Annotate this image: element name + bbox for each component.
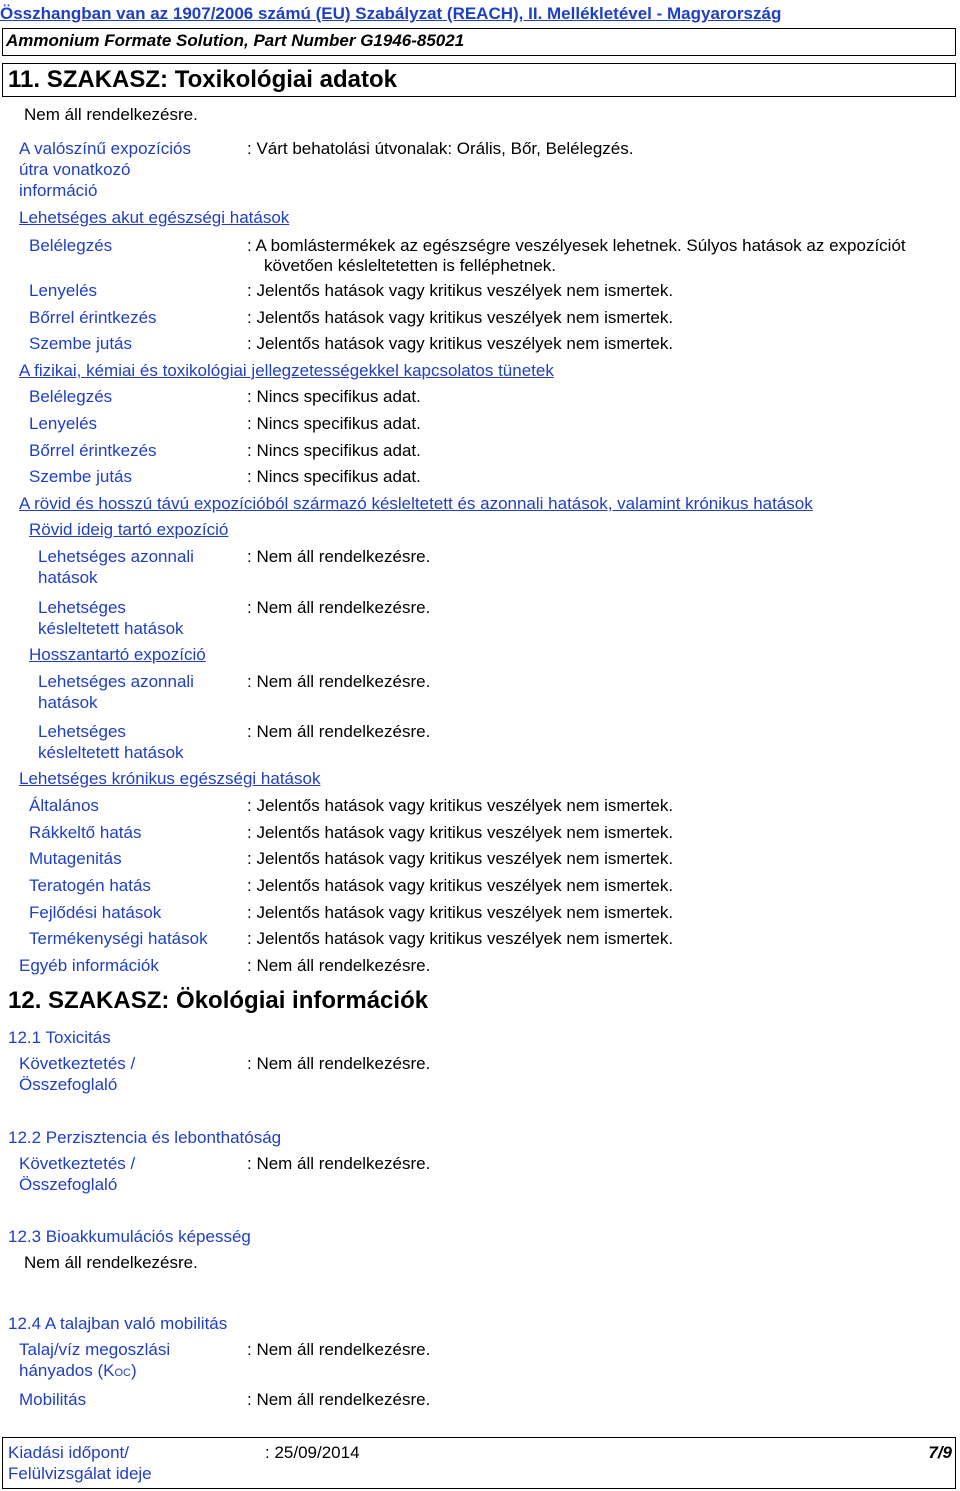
symptom-value-eye: : Nincs specifikus adat. xyxy=(247,467,421,486)
chronic-label-teratogenicity: Teratogén hatás xyxy=(29,876,151,895)
acute-effects-heading: Lehetséges akut egészségi hatások xyxy=(19,208,290,227)
product-title: Ammonium Formate Solution, Part Number G1946-85021 xyxy=(6,31,465,50)
chronic-label-developmental: Fejlődési hatások xyxy=(29,903,162,922)
persistence-summary-label xyxy=(19,1153,135,1195)
acute-label-skin: Bőrrel érintkezés xyxy=(29,308,157,327)
label-line: Kiadási időpont/ xyxy=(8,1443,129,1462)
label-line: Lehetséges xyxy=(38,598,126,617)
koc-subscript: OC xyxy=(114,1367,131,1379)
exposure-route-label xyxy=(19,138,191,201)
chronic-value-mutagenicity: : Jelentős hatások vagy kritikus veszélyek nem ismertek. xyxy=(247,849,674,868)
exposure-label-line: információ xyxy=(19,181,98,200)
symptom-label-inhalation: Belélegzés xyxy=(29,387,113,406)
acute-value-inhalation: : A bomlástermékek az egészségre veszélyesek lehetnek. Súlyos hatások az expozíciót xyxy=(247,236,906,255)
other-info-value: : Nem áll rendelkezésre. xyxy=(247,956,431,975)
short-exposure-heading: Rövid ideig tartó expozíció xyxy=(29,520,229,539)
label-line: késleltetett hatások xyxy=(38,743,184,762)
delayed-effects-heading: A rövid és hosszú távú expozícióból származó késleltetett és azonnali hatások, valamint krónikus hatások xyxy=(19,494,813,513)
section-12-title: 12. SZAKASZ: Ökológiai információk xyxy=(8,987,429,1014)
acute-label-ingestion: Lenyelés xyxy=(29,281,98,300)
acute-value-inhalation-cont: követően késleltetetten is felléphetnek. xyxy=(264,256,557,275)
label-line: hatások xyxy=(38,568,98,587)
symptom-value-inhalation: : Nincs specifikus adat. xyxy=(247,387,421,406)
persistence-summary-value: : Nem áll rendelkezésre. xyxy=(247,1154,431,1173)
acute-value-ingestion: : Jelentős hatások vagy kritikus veszélyek nem ismertek. xyxy=(247,281,674,300)
mobility-value: : Nem áll rendelkezésre. xyxy=(247,1390,431,1409)
symptom-value-skin: : Nincs specifikus adat. xyxy=(247,441,421,460)
label-line: hatások xyxy=(38,693,98,712)
symptom-value-ingestion: : Nincs specifikus adat. xyxy=(247,414,421,433)
other-info-label: Egyéb információk xyxy=(19,956,159,975)
short-delayed-label xyxy=(38,597,184,639)
chronic-label-carcinogenicity: Rákkeltő hatás xyxy=(29,823,142,842)
label-line: Következtetés / xyxy=(19,1054,136,1073)
partition-coefficient-value: : Nem áll rendelkezésre. xyxy=(247,1340,431,1359)
short-immediate-value: : Nem áll rendelkezésre. xyxy=(247,547,431,566)
exposure-route-value: : Várt behatolási útvonalak: Orális, Bőr, Belélegzés. xyxy=(247,139,634,158)
bioaccumulation-heading: 12.3 Bioakkumulációs képesség xyxy=(8,1227,251,1246)
symptoms-heading: A fizikai, kémiai és toxikológiai jellegzetességekkel kapcsolatos tünetek xyxy=(19,361,554,380)
regulation-header: Összhangban van az 1907/2006 számú (EU) Szabályzat (REACH), II. Mellékletével - Magyarország xyxy=(0,4,782,23)
acute-value-eye: : Jelentős hatások vagy kritikus veszélyek nem ismertek. xyxy=(247,334,674,353)
long-delayed-value: : Nem áll rendelkezésre. xyxy=(247,722,431,741)
exposure-label-line: útra vonatkozó xyxy=(19,160,131,179)
symptom-label-skin: Bőrrel érintkezés xyxy=(29,441,157,460)
mobility-heading: 12.4 A talajban való mobilitás xyxy=(8,1314,228,1333)
chronic-value-fertility: : Jelentős hatások vagy kritikus veszélyek nem ismertek. xyxy=(247,929,674,948)
partition-coefficient-label xyxy=(19,1339,170,1384)
toxicity-heading: 12.1 Toxicitás xyxy=(8,1028,111,1047)
short-immediate-label xyxy=(38,546,194,588)
label-line: Következtetés / xyxy=(19,1154,136,1173)
long-exposure-heading: Hosszantartó expozíció xyxy=(29,645,206,664)
chronic-value-teratogenicity: : Jelentős hatások vagy kritikus veszélyek nem ismertek. xyxy=(247,876,674,895)
symptom-label-eye: Szembe jutás xyxy=(29,467,132,486)
footer-date-label xyxy=(8,1442,152,1484)
toxicity-summary-value: : Nem áll rendelkezésre. xyxy=(247,1054,431,1073)
section-11-intro: Nem áll rendelkezésre. xyxy=(24,105,198,124)
long-immediate-value: : Nem áll rendelkezésre. xyxy=(247,672,431,691)
toxicity-summary-label xyxy=(19,1053,135,1095)
label-line: Lehetséges xyxy=(38,722,126,741)
mobility-label: Mobilitás xyxy=(19,1390,87,1409)
acute-value-skin: : Jelentős hatások vagy kritikus veszélyek nem ismertek. xyxy=(247,308,674,327)
chronic-label-general: Általános xyxy=(29,796,99,815)
acute-label-inhalation: Belélegzés xyxy=(29,236,113,255)
label-line: Összefoglaló xyxy=(19,1175,118,1194)
symptom-label-ingestion: Lenyelés xyxy=(29,414,98,433)
section-11-title: 11. SZAKASZ: Toxikológiai adatok xyxy=(8,66,397,93)
label-line: Összefoglaló xyxy=(19,1075,118,1094)
label-line: Felülvizsgálat ideje xyxy=(8,1464,152,1483)
chronic-label-mutagenicity: Mutagenitás xyxy=(29,849,122,868)
label-line: Talaj/víz megoszlási xyxy=(19,1340,171,1359)
footer-date-value: : 25/09/2014 xyxy=(265,1443,360,1462)
chronic-value-carcinogenicity: : Jelentős hatások vagy kritikus veszélyek nem ismertek. xyxy=(247,823,674,842)
chronic-effects-heading: Lehetséges krónikus egészségi hatások xyxy=(19,769,321,788)
acute-label-eye: Szembe jutás xyxy=(29,334,132,353)
chronic-value-general: : Jelentős hatások vagy kritikus veszélyek nem ismertek. xyxy=(247,796,674,815)
label-text: ) xyxy=(130,1361,137,1380)
long-delayed-label xyxy=(38,721,184,763)
label-text: hányados (K xyxy=(19,1361,115,1380)
label-line: Lehetséges azonnali xyxy=(38,672,194,691)
short-delayed-value: : Nem áll rendelkezésre. xyxy=(247,598,431,617)
long-immediate-label xyxy=(38,671,194,713)
label-line: Lehetséges azonnali xyxy=(38,547,194,566)
label-line xyxy=(19,1360,170,1384)
bioaccumulation-value: Nem áll rendelkezésre. xyxy=(24,1253,198,1272)
page-number: 7/9 xyxy=(928,1443,952,1462)
label-line: késleltetett hatások xyxy=(38,619,184,638)
chronic-label-fertility: Termékenységi hatások xyxy=(29,929,208,948)
exposure-label-line: A valószínű expozíciós xyxy=(19,139,191,158)
chronic-value-developmental: : Jelentős hatások vagy kritikus veszélyek nem ismertek. xyxy=(247,903,674,922)
persistence-heading: 12.2 Perzisztencia és lebonthatóság xyxy=(8,1128,282,1147)
